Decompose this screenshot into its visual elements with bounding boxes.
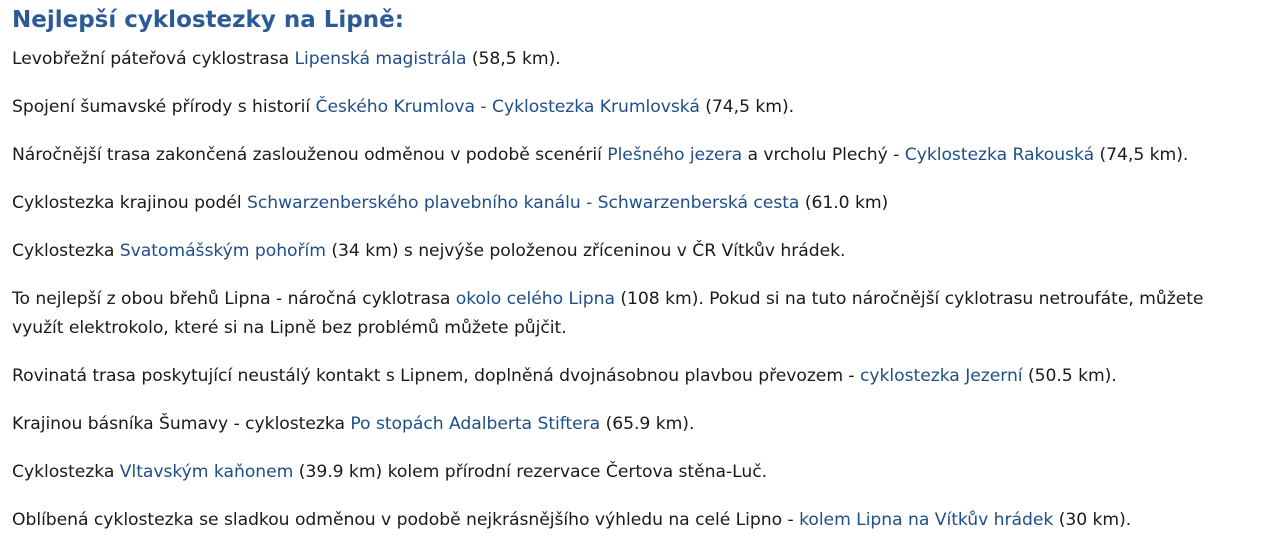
link-cyklostezka-krumlovska[interactable]: Českého Krumlova - Cyklostezka Krumlovská — [315, 97, 700, 117]
paragraph-text: Náročnější trasa zakončená zaslouženou odměnou v podobě scenérií — [12, 145, 608, 165]
section-heading: Nejlepší cyklostezky na Lipně: — [12, 7, 404, 33]
paragraph-text: (34 km) s nejvýše položenou zříceninou v ČR Vítkův hrádek. — [325, 241, 846, 261]
link-svatomasske-pohori[interactable]: Svatomášským pohořím — [119, 241, 326, 261]
route-list — [12, 45, 1268, 535]
paragraph-spacer — [12, 439, 1268, 458]
paragraph-text: (61.0 km) — [799, 193, 889, 213]
link-po-stopach-adalberta-stiftera[interactable]: Po stopách Adalberta Stiftera — [350, 414, 601, 434]
link-vltavsky-kanon[interactable]: Vltavským kaňonem — [119, 462, 294, 482]
paragraph-spacer — [12, 266, 1268, 285]
route-paragraph — [12, 285, 1232, 343]
paragraph-spacer — [12, 170, 1268, 189]
route-paragraph — [12, 237, 1268, 266]
link-lipenska-magistrala[interactable]: Lipenská magistrála — [294, 49, 467, 69]
paragraph-text: a vrcholu Plechý - — [742, 145, 905, 165]
route-paragraph — [12, 458, 1268, 487]
paragraph-spacer — [12, 487, 1268, 506]
route-paragraph — [12, 410, 1268, 439]
link-okolo-celeho-lipna[interactable]: okolo celého Lipna — [455, 289, 615, 309]
route-paragraph — [12, 45, 1268, 74]
paragraph-text: Cyklostezka — [12, 462, 120, 482]
link-cyklostezka-rakouska[interactable]: Cyklostezka Rakouská — [904, 145, 1095, 165]
paragraph-text: Cyklostezka — [12, 241, 120, 261]
paragraph-spacer — [12, 343, 1268, 362]
route-paragraph — [12, 362, 1268, 391]
paragraph-text: (58,5 km). — [466, 49, 561, 69]
paragraph-text: Oblíbená cyklostezka se sladkou odměnou v podobě nejkrásnějšího výhledu na celé Lipno - — [12, 510, 800, 530]
link-kolem-lipna-na-vitkuv-hradek[interactable]: kolem Lipna na Vítkův hrádek — [799, 510, 1054, 530]
paragraph-text: (74,5 km). — [699, 97, 795, 117]
paragraph-spacer — [12, 218, 1268, 237]
paragraph-text: (108 km). Pokud si na tuto náročnější cyklotrasu netroufáte, můžete využít elektrokolo, které si na Lipně bez problémů můžete půjčit. — [12, 289, 1204, 338]
paragraph-text: (39.9 km) kolem přírodní rezervace Čertova stěna-Luč. — [293, 462, 768, 482]
paragraph-spacer — [12, 391, 1268, 410]
link-plesne-jezero[interactable]: Plešného jezera — [607, 145, 743, 165]
paragraph-text: (65.9 km). — [600, 414, 695, 434]
paragraph-text: Krajinou básníka Šumavy - cyklostezka — [12, 414, 351, 434]
paragraph-text: Spojení šumavské přírody s historií — [12, 97, 316, 117]
link-schwarzenberska-cesta[interactable]: Schwarzenberského plavebního kanálu - Schwarzenberská cesta — [247, 193, 800, 213]
paragraph-text: To nejlepší z obou břehů Lipna - náročná cyklotrasa — [12, 289, 456, 309]
paragraph-text: Rovinatá trasa poskytující neustálý kontakt s Lipnem, doplněná dvojnásobnou plavbou převozem - — [12, 366, 860, 386]
route-paragraph — [12, 189, 1268, 218]
paragraph-spacer — [12, 122, 1268, 141]
route-paragraph — [12, 93, 1268, 122]
link-cyklostezka-jezerni[interactable]: cyklostezka Jezerní — [860, 366, 1023, 386]
paragraph-text: (74,5 km). — [1094, 145, 1189, 165]
paragraph-text: Cyklostezka krajinou podél — [12, 193, 248, 213]
route-paragraph — [12, 141, 1268, 170]
paragraph-text: (50.5 km). — [1022, 366, 1117, 386]
paragraph-spacer — [12, 74, 1268, 93]
route-paragraph — [12, 506, 1268, 535]
paragraph-text: (30 km). — [1053, 510, 1132, 530]
paragraph-text: Levobřežní páteřová cyklostrasa — [12, 49, 295, 69]
